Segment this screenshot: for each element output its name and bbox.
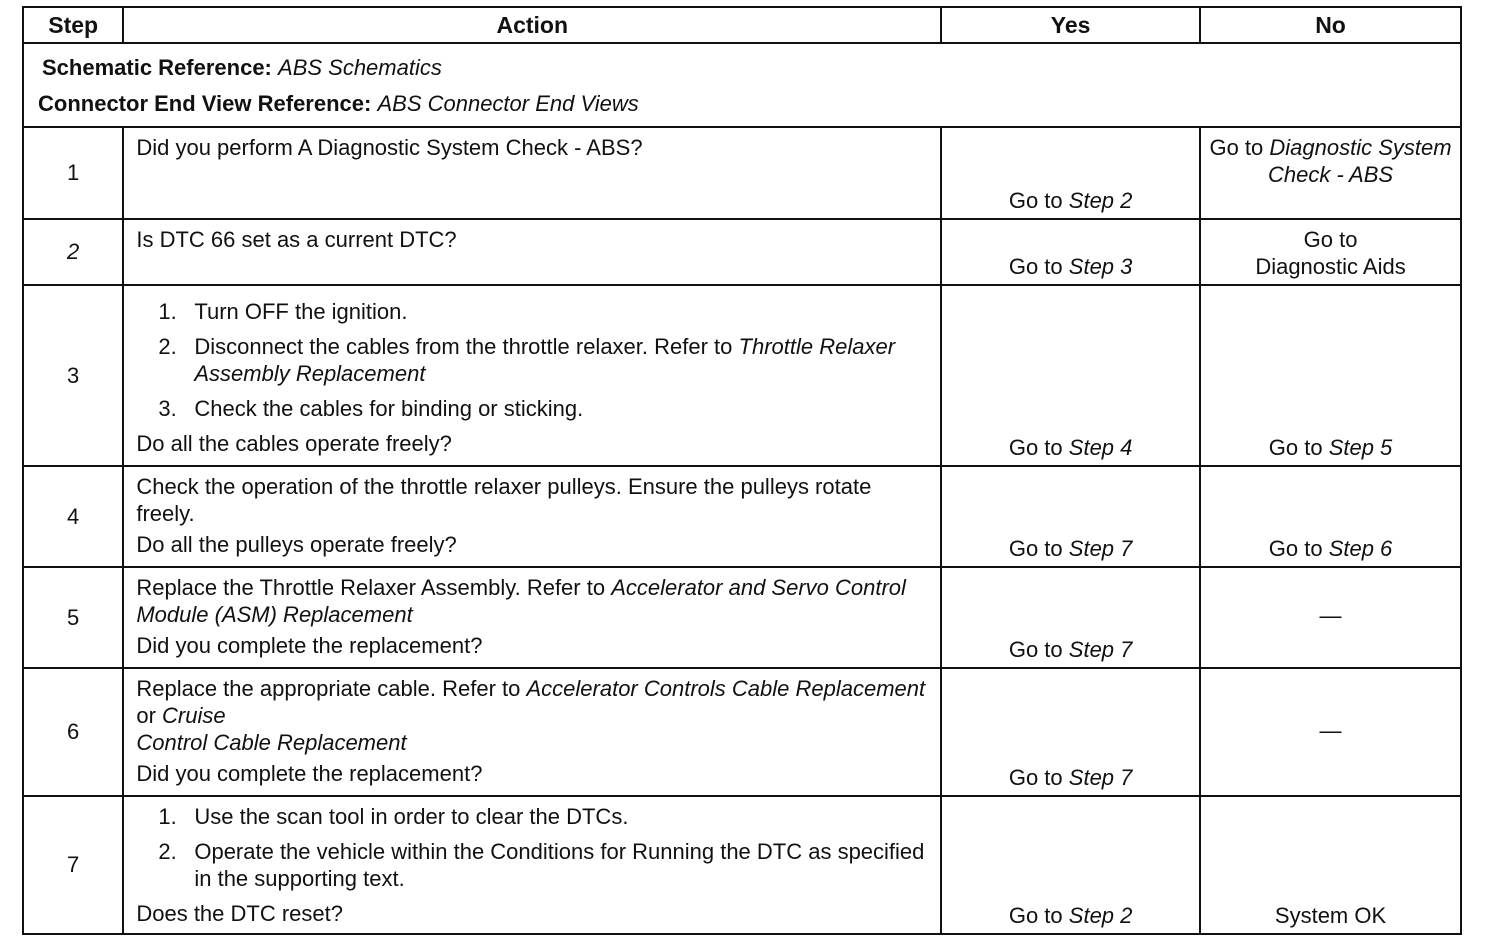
- no-step-link[interactable]: Step 6: [1328, 536, 1393, 561]
- list-item: [158, 838, 928, 892]
- table-row: [23, 668, 1461, 796]
- no-prefix: Go to: [1268, 435, 1323, 460]
- list-item: [158, 803, 928, 830]
- procedure-link[interactable]: Throttle Relaxer Assembly Replacement: [194, 334, 896, 386]
- list-number: 3.: [158, 396, 177, 421]
- procedure-link[interactable]: Cruise: [162, 703, 226, 728]
- action-question: Did you perform A Diagnostic System Check - ABS?: [136, 135, 643, 160]
- no-cell: —: [1200, 668, 1461, 796]
- procedure-link[interactable]: Control Cable Replacement: [136, 730, 407, 755]
- schematic-reference: [38, 50, 1446, 86]
- no-cell: [1200, 285, 1461, 466]
- header-yes: Yes: [941, 7, 1200, 43]
- table-row: [23, 219, 1461, 285]
- action-question: Did you complete the replacement?: [136, 761, 483, 786]
- no-cell: [1200, 466, 1461, 567]
- step-number: 4: [23, 466, 123, 567]
- no-prefix: Go to: [1209, 135, 1264, 160]
- step-number: 7: [23, 796, 123, 934]
- no-cell: [1200, 219, 1461, 285]
- step-number-text: 2: [67, 239, 80, 264]
- action-cell: [123, 668, 941, 796]
- yes-cell: [941, 668, 1200, 796]
- no-cell: [1200, 127, 1461, 219]
- table-row: [23, 127, 1461, 219]
- step-number: 3: [23, 285, 123, 466]
- action-question: Did you complete the replacement?: [136, 633, 483, 658]
- yes-step-link[interactable]: Step 3: [1068, 254, 1133, 279]
- step-number: 5: [23, 567, 123, 668]
- action-cell: [123, 127, 941, 219]
- procedure-link[interactable]: Accelerator and Servo Control Module (ASM) Replacement: [136, 575, 906, 627]
- yes-cell: [941, 285, 1200, 466]
- list-text: Use the scan tool in order to clear the DTCs.: [194, 804, 629, 829]
- yes-prefix: Go to: [1008, 188, 1063, 213]
- action-instruction: Check the operation of the throttle relaxer pulleys. Ensure the pulleys rotate freely.: [136, 474, 872, 526]
- yes-step-link[interactable]: Step 7: [1068, 765, 1133, 790]
- action-question: Do all the pulleys operate freely?: [136, 532, 457, 557]
- action-cell: [123, 285, 941, 466]
- list-item: [158, 333, 928, 387]
- header-action: Action: [123, 7, 941, 43]
- list-number: 1.: [158, 804, 177, 829]
- list-text: Disconnect the cables from the throttle relaxer. Refer to: [194, 334, 733, 359]
- diagnostic-table: [22, 6, 1462, 935]
- list-text: Operate the vehicle within the Conditions for Running the DTC as specified in the supporting text.: [194, 839, 925, 891]
- yes-cell: [941, 466, 1200, 567]
- yes-prefix: Go to: [1008, 637, 1063, 662]
- table-row: [23, 466, 1461, 567]
- list-text: Check the cables for binding or sticking.: [194, 396, 584, 421]
- step-number: [23, 219, 123, 285]
- table-row: [23, 567, 1461, 668]
- yes-step-link[interactable]: Step 7: [1068, 637, 1133, 662]
- no-cell: System OK: [1200, 796, 1461, 934]
- action-question: Is DTC 66 set as a current DTC?: [136, 227, 457, 252]
- reference-row: [23, 43, 1461, 127]
- yes-cell: [941, 567, 1200, 668]
- header-step: Step: [23, 7, 123, 43]
- list-item: [158, 395, 928, 422]
- action-connector-text: or: [136, 703, 156, 728]
- step-number: 6: [23, 668, 123, 796]
- step-number: 1: [23, 127, 123, 219]
- yes-step-link[interactable]: Step 7: [1068, 536, 1133, 561]
- yes-prefix: Go to: [1008, 536, 1063, 561]
- table-row: [23, 285, 1461, 466]
- list-item: [158, 298, 928, 325]
- no-prefix: Go to: [1303, 227, 1358, 252]
- list-number: 2.: [158, 839, 177, 864]
- action-instruction: Replace the Throttle Relaxer Assembly. Refer to: [136, 575, 606, 600]
- yes-cell: [941, 127, 1200, 219]
- schematic-reference-label: Schematic Reference:: [42, 55, 272, 80]
- header-no: No: [1200, 7, 1461, 43]
- yes-cell: [941, 219, 1200, 285]
- connector-reference: [38, 86, 1446, 122]
- no-cell: —: [1200, 567, 1461, 668]
- connector-reference-label: Connector End View Reference:: [38, 91, 372, 116]
- procedure-link[interactable]: Accelerator Controls Cable Replacement: [526, 676, 926, 701]
- no-prefix: Go to: [1268, 536, 1323, 561]
- action-instruction: Replace the appropriate cable. Refer to: [136, 676, 521, 701]
- yes-prefix: Go to: [1008, 903, 1063, 928]
- list-text: Turn OFF the ignition.: [194, 299, 408, 324]
- header-row: [23, 7, 1461, 43]
- table-row: [23, 796, 1461, 934]
- list-number: 1.: [158, 299, 177, 324]
- connector-reference-link[interactable]: ABS Connector End Views: [377, 91, 639, 116]
- list-number: 2.: [158, 334, 177, 359]
- yes-step-link[interactable]: Step 2: [1068, 188, 1133, 213]
- action-cell: [123, 567, 941, 668]
- no-step-link[interactable]: Diagnostic System Check - ABS: [1267, 135, 1452, 187]
- no-step-link[interactable]: Step 5: [1328, 435, 1393, 460]
- schematic-reference-link[interactable]: ABS Schematics: [278, 55, 442, 80]
- action-cell: [123, 466, 941, 567]
- action-cell: [123, 796, 941, 934]
- action-question: Does the DTC reset?: [136, 901, 343, 926]
- yes-prefix: Go to: [1008, 765, 1063, 790]
- diagnostic-aids-link[interactable]: Diagnostic Aids: [1255, 254, 1406, 279]
- action-question: Do all the cables operate freely?: [136, 431, 452, 456]
- yes-prefix: Go to: [1008, 435, 1063, 460]
- yes-cell: [941, 796, 1200, 934]
- reference-cell: [23, 43, 1461, 127]
- yes-step-link[interactable]: Step 2: [1068, 903, 1133, 928]
- yes-prefix: Go to: [1008, 254, 1063, 279]
- yes-step-link[interactable]: Step 4: [1068, 435, 1133, 460]
- action-cell: [123, 219, 941, 285]
